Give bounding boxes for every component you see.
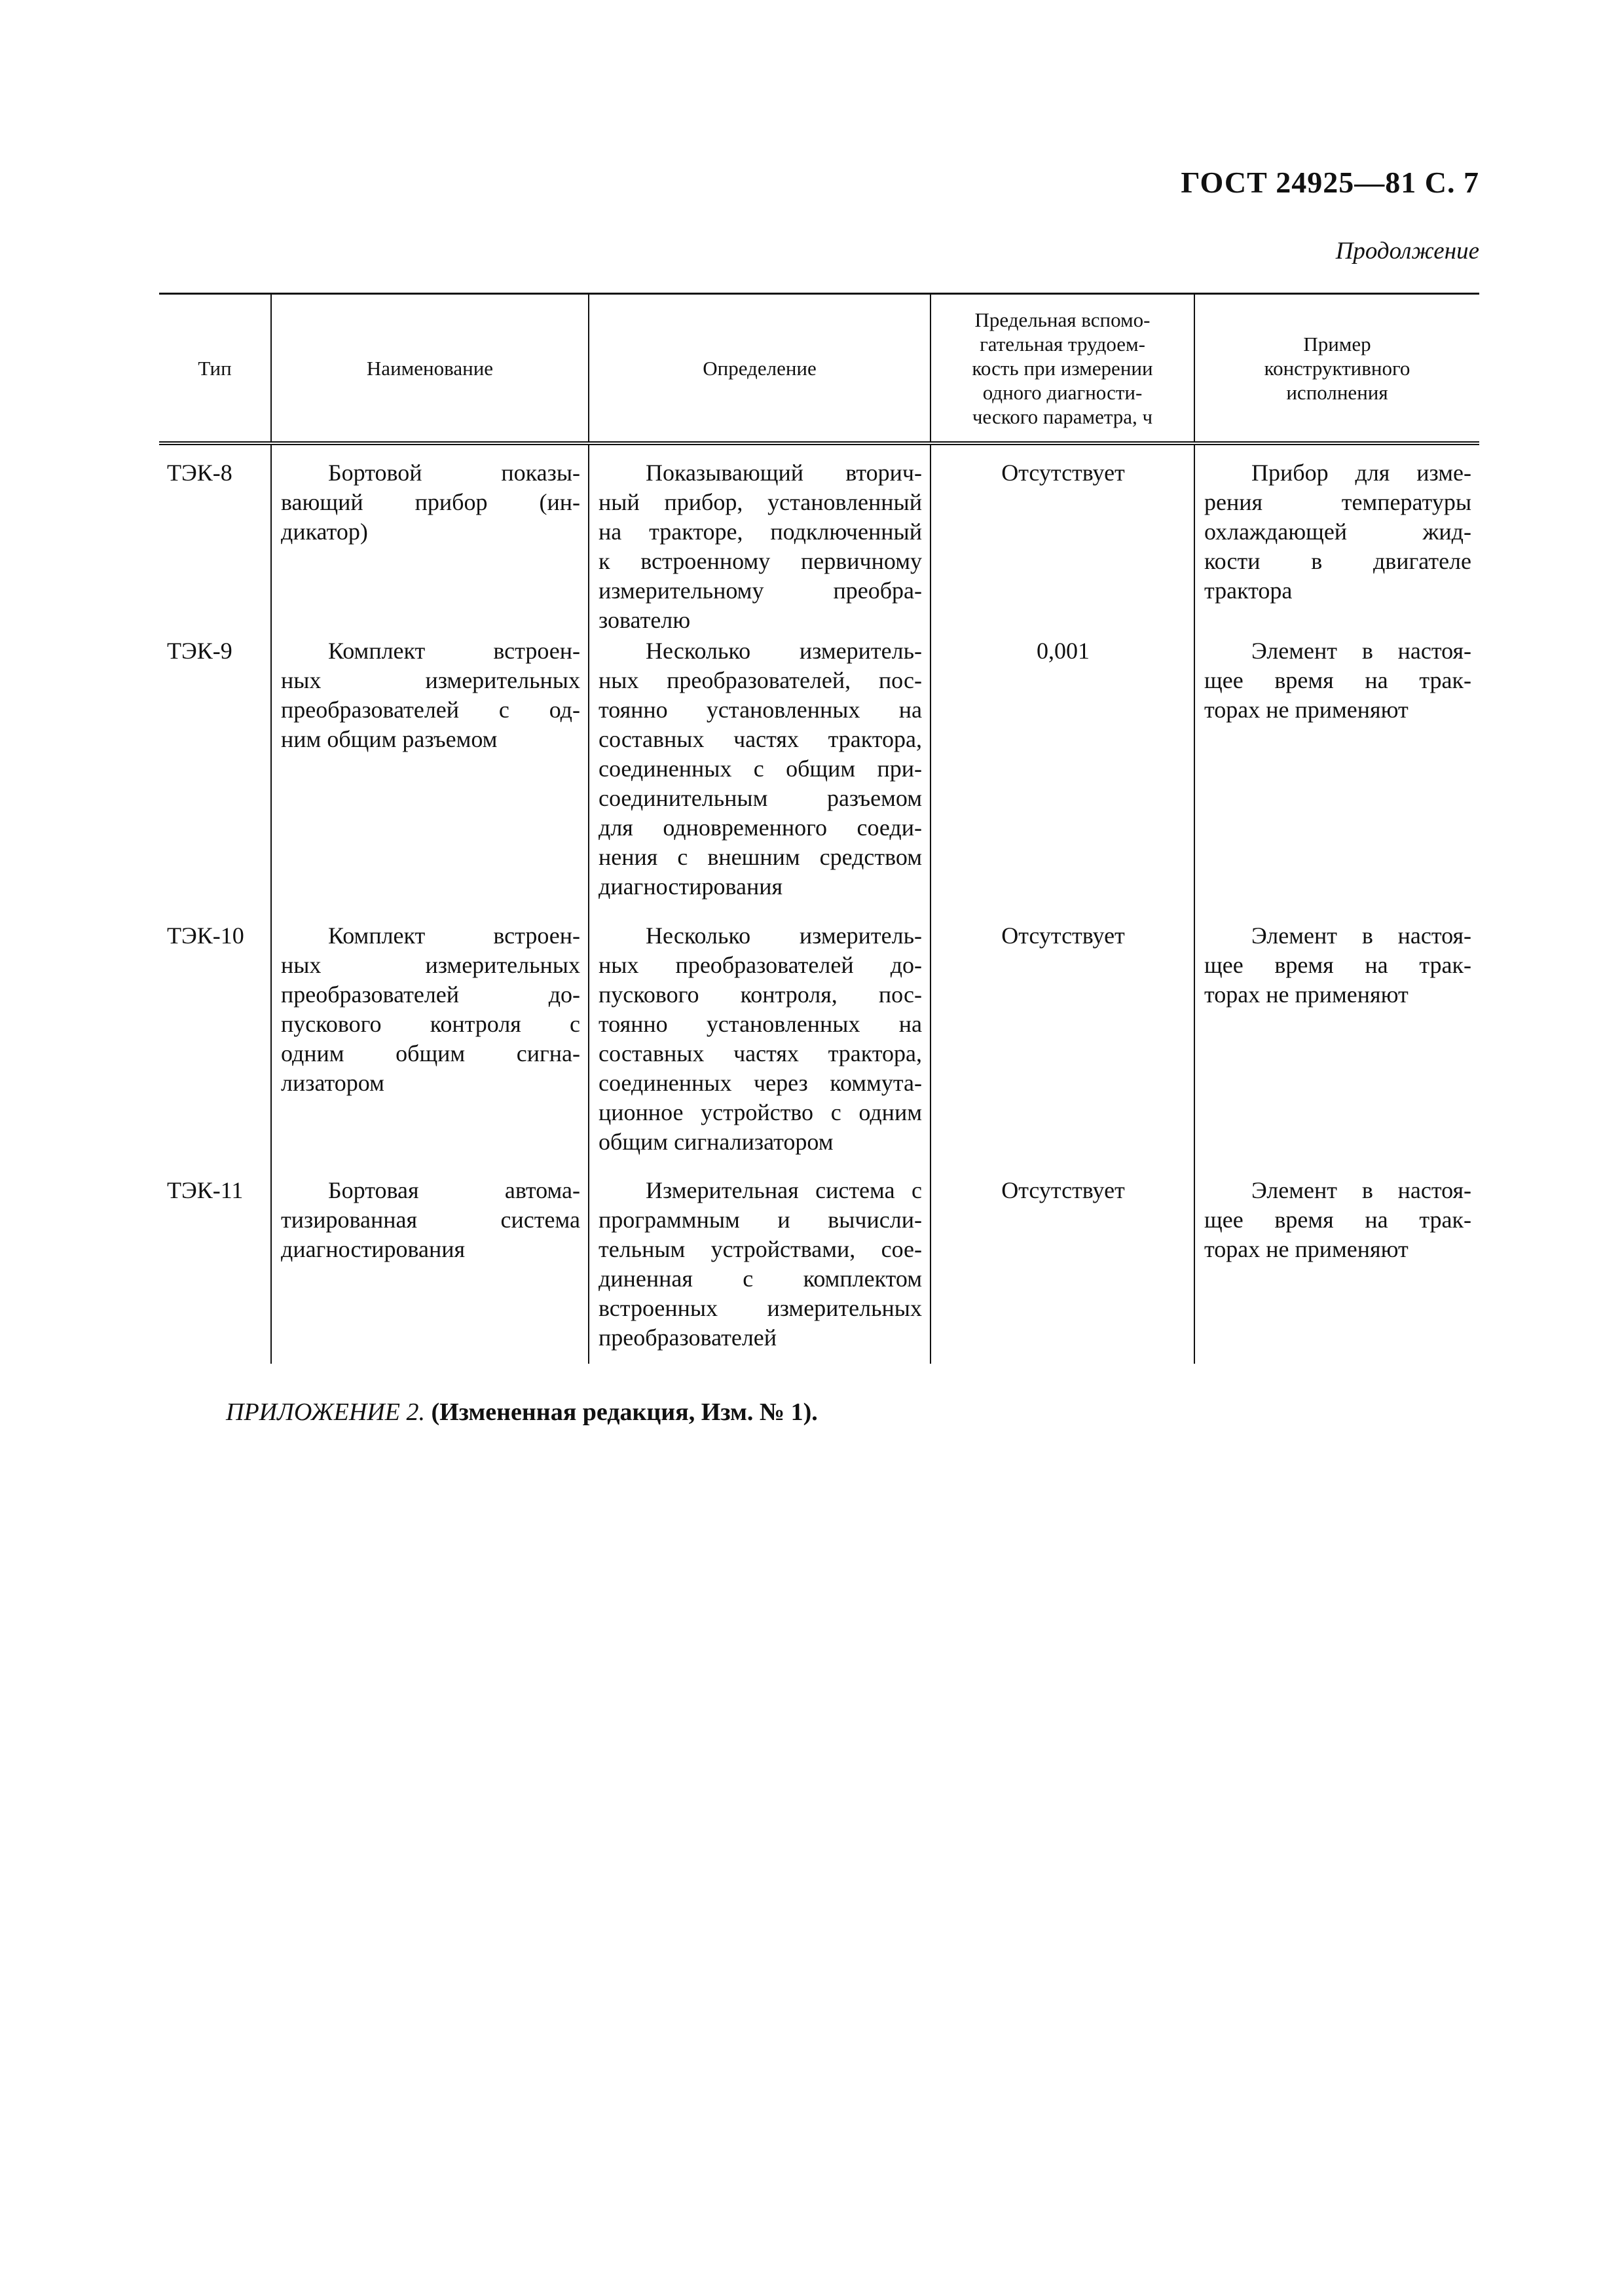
column-header-type: Тип <box>159 294 271 444</box>
table-row <box>159 921 1479 1176</box>
labor-cell: 0,001 <box>931 636 1194 921</box>
table-row <box>159 443 1479 636</box>
revision-note <box>226 1398 818 1427</box>
example-cell: Элемент в настоя- щее время на трак- торах не применяют <box>1194 636 1479 921</box>
definition-cell: Показывающий вторич- ный прибор, установленный на тракторе, подключенный к встроенному первичному измерительному преобра- зователю <box>589 443 931 636</box>
appendix-reference: ПРИЛОЖЕНИЕ 2. <box>226 1398 425 1426</box>
name-cell: Бортовая автома- тизированная система диагностирования <box>271 1176 589 1364</box>
example-cell: Элемент в настоя- щее время на трак- торах не применяют <box>1194 1176 1479 1364</box>
definition-cell: Измерительная система с программным и вычисли- тельным устройствами, сое- диненная с комплектом встроенных измерительных преобразователей <box>589 1176 931 1364</box>
definition-cell: Несколько измеритель- ных преобразователей, пос- тоянно установленных на составных частях трактора, соединенных с общим при- соединительным разъемом для одновременного соеди- нения с внешним средством диагностирования <box>589 636 931 921</box>
table-row <box>159 636 1479 921</box>
name-cell: Комплект встроен- ных измерительных преобразователей с од- ним общим разъемом <box>271 636 589 921</box>
type-cell: ТЭК-11 <box>167 1177 244 1203</box>
specification-table <box>159 293 1479 1364</box>
column-header-labor: Предельная вспомо- гательная трудоем- кость при измерении одного диагности- ческого параметра, ч <box>931 294 1194 444</box>
example-cell: Прибор для изме- рения температуры охлаждающей жид- кости в двигателе трактора <box>1194 443 1479 636</box>
labor-cell: Отсутствует <box>931 1176 1194 1364</box>
table-header-row <box>159 294 1479 444</box>
labor-cell: Отсутствует <box>931 443 1194 636</box>
column-header-definition: Определение <box>589 294 931 444</box>
example-cell: Элемент в настоя- щее время на трак- торах не применяют <box>1194 921 1479 1176</box>
continuation-label: Продолжение <box>1335 238 1479 264</box>
column-header-example: Пример конструктивного исполнения <box>1194 294 1479 444</box>
name-cell: Бортовой показы- вающий прибор (ин- дикатор) <box>271 443 589 636</box>
column-header-name: Наименование <box>271 294 589 444</box>
definition-cell: Несколько измеритель- ных преобразователей до- пускового контроля, пос- тоянно установленных на составных частях трактора, соединенных через коммута- ционное устройство с одним общим сигнализатором <box>589 921 931 1176</box>
type-cell: ТЭК-10 <box>167 922 244 949</box>
table-row <box>159 1176 1479 1364</box>
revision-text: (Измененная редакция, Изм. № 1). <box>431 1398 818 1426</box>
name-cell: Комплект встроен- ных измерительных преобразователей до- пускового контроля с одним общим сигна- лизатором <box>271 921 589 1176</box>
type-cell: ТЭК-9 <box>167 638 232 664</box>
page-header: ГОСТ 24925—81 С. 7 <box>1181 166 1479 199</box>
labor-cell: Отсутствует <box>931 921 1194 1176</box>
type-cell: ТЭК-8 <box>167 460 232 486</box>
